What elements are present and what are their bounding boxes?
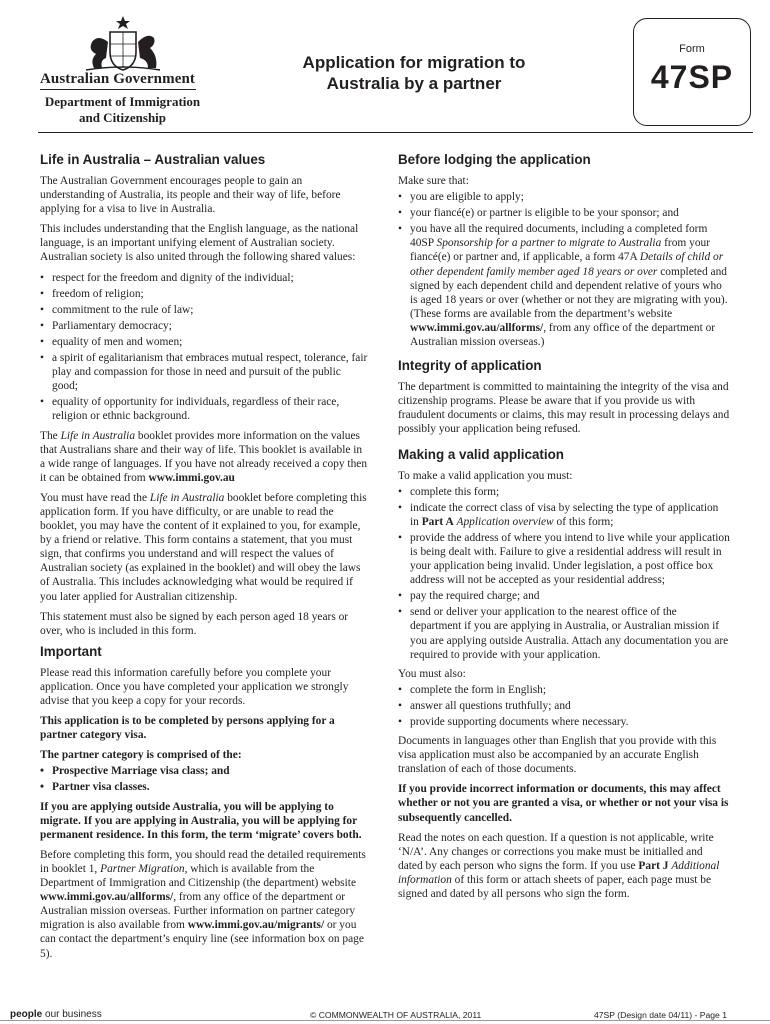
values-intro: The Australian Government encourages people to gain an understanding of Australia, its people and their way of life, before applying for a visa to live in Australia. xyxy=(40,175,341,216)
migrants-link[interactable]: www.immi.gov.au/migrants/ xyxy=(187,919,325,932)
title-line-2: Australia by a partner xyxy=(326,74,502,93)
right-column xyxy=(398,152,730,907)
list-item: • pay the required charge; and xyxy=(398,589,730,603)
booklet-title: Partner Migration xyxy=(100,862,185,875)
list-item: • equality of men and women; xyxy=(40,335,368,349)
application-overview-ref: Application overview xyxy=(456,515,554,528)
make-sure-intro: Make sure that: xyxy=(398,175,469,187)
slogan-rest: our business xyxy=(42,1009,102,1020)
title-line-1: Application for migration to xyxy=(302,53,526,72)
valid-application-heading: Making a valid application xyxy=(398,446,564,462)
values-list xyxy=(40,271,368,424)
allforms-link[interactable]: www.immi.gov.au/allforms/ xyxy=(410,321,544,334)
list-item: • a spirit of egalitarianism that embraces mutual respect, tolerance, fair play and compassion for those in need and pursuit of the public good; xyxy=(40,351,368,393)
text-run: Read the notes on each question. If a question is not applicable, write ‘N/A’. Any changes or corrections you make must be initialled and dated by each person who signs the form. If you use xyxy=(398,831,714,872)
page-title xyxy=(290,52,538,94)
header-divider xyxy=(40,89,196,90)
department-name xyxy=(40,94,205,126)
footer-slogan xyxy=(10,1009,102,1020)
text-run: of this form or attach sheets of paper, each page must be signed and dated by all persons who sign the form. xyxy=(398,873,712,901)
list-item: • complete this form; xyxy=(398,485,730,499)
values-language: This includes understanding that the English language, as the national language, is an important unifying element of Australian society. Australian society is also united through the following shared values: xyxy=(40,223,359,264)
left-column xyxy=(40,152,368,967)
list-item: • Prospective Marriage visa class; and xyxy=(40,764,368,778)
list-item: • freedom of religion; xyxy=(40,287,368,301)
footer-divider xyxy=(0,1020,770,1021)
text-run: from your fiancé(e) or partner and, if applicable, a form 47A xyxy=(410,237,710,264)
also-intro: You must also: xyxy=(398,667,466,680)
slogan-bold: people xyxy=(10,1009,43,1020)
category-intro: The partner category is comprised of the: xyxy=(40,749,242,762)
migrate-note: If you are applying outside Australia, you will be applying to migrate. If you are applying in Australia, you will be applying for permanent residence. In this form, the term ‘migrate’ covers both. xyxy=(40,800,362,841)
partner-category-note: This application is to be completed by persons applying for a partner category visa. xyxy=(40,715,335,742)
top-divider xyxy=(38,132,753,133)
text-run: booklet provides more information on the values that Australians share and their way of life. This booklet is available in a wide range of languages. If you have not already received a copy then it can be obtained from xyxy=(40,429,368,484)
translation-note: Documents in languages other than English that you provide with this visa application must also be accompanied by an accurate English translation of each of those documents. xyxy=(398,735,717,776)
government-name: Australian Government xyxy=(40,71,196,87)
list-item: • provide the address of where you intend to live while your application is being dealt with. Failure to give a residential address will result in your application being invalid. Under legislation, a post office box address will not be accepted as your residential address; xyxy=(398,531,730,587)
footer-copyright: © COMMONWEALTH OF AUSTRALIA, 2011 xyxy=(310,1010,482,1020)
integrity-heading: Integrity of application xyxy=(398,358,542,374)
text-run: , from any office of the department or Australian mission overseas.) xyxy=(410,321,716,349)
part-j-ref: Part J xyxy=(638,859,669,872)
incorrect-info-warning: If you provide incorrect information or documents, this may affect whether or not you are granted a visa, or whether or not your visa is subsequently cancelled. xyxy=(398,783,729,824)
text-run: You must have read the xyxy=(40,491,150,504)
important-text: Please read this information carefully before you complete your application. Once you have completed your application we strongly advise that you keep a copy for your records. xyxy=(40,666,349,707)
list-item: • complete the form in English; xyxy=(398,683,730,697)
list-item: • provide supporting documents where necessary. xyxy=(398,715,730,729)
text-run: you have all the required documents, including a completed form 40SP xyxy=(410,223,708,250)
values-heading: Life in Australia – Australian values xyxy=(40,152,266,167)
list-item: • your fiancé(e) or partner is eligible to be your sponsor; and xyxy=(398,206,730,220)
list-item: • equality of opportunity for individuals, regardless of their race, religion or ethnic background. xyxy=(40,395,368,423)
list-item: • send or deliver your application to the nearest office of the department if you are applying in Australia, or Australian mission if you are applying outside Australia. Attach any documentation you are required to provide with your application. xyxy=(398,605,730,661)
before-lodging-heading: Before lodging the application xyxy=(398,152,591,167)
booklet-title: Life in Australia xyxy=(149,491,225,504)
valid-intro: To make a valid application you must: xyxy=(398,469,573,482)
statement-note: This statement must also be signed by each person aged 18 years or over, who is included in this form. xyxy=(40,610,349,637)
department-line-1: Department of Immigration xyxy=(44,94,201,109)
text-run: or you can contact the department’s enquiry line (see information box on page 5). xyxy=(40,919,364,960)
valid-list xyxy=(398,485,730,662)
form-40sp-title: Sponsorship for a partner to migrate to Australia xyxy=(436,237,662,250)
form-number: 47SP xyxy=(650,59,734,95)
text-run: The xyxy=(40,429,61,442)
text-run: of this form; xyxy=(553,515,614,528)
booklet-requirement xyxy=(40,491,368,604)
list-item: • you are eligible to apply; xyxy=(398,190,730,204)
notes-instructions xyxy=(398,831,730,901)
coat-of-arms-icon xyxy=(78,14,168,74)
list-item xyxy=(398,501,730,529)
department-line-2: and Citizenship xyxy=(78,110,167,125)
text-run: booklet before completing this application form. If you have difficulty, or are unable to read the booklet, you may have the content of it explained to you, for example, by a friend or relative. This form contains a statement, that you must sign, that confirms you understand and will respect the values of Australian society (as explained in the booklet) and will obey the laws of Australia. This includes acknowledging what would be required if you later applied for Australian citizenship. xyxy=(40,491,367,603)
text-run: completed and signed by each dependent child and dependent relative of yours who is aged 18 years or over (whether or not they are migrating with you). (These forms are available from the department’s website xyxy=(410,265,728,320)
list-item: • Parliamentary democracy; xyxy=(40,319,368,333)
allforms-link[interactable]: www.immi.gov.au/allforms/ xyxy=(40,891,174,904)
before-list xyxy=(398,190,730,349)
immi-website-link[interactable]: www.immi.gov.au xyxy=(148,471,235,484)
text-run: , from any office of the department or Australian mission overseas. Further information on partner category migration is also available from xyxy=(40,891,356,932)
text-run: Before completing this form, you should read the detailed requirements in booklet 1, xyxy=(40,848,366,875)
booklet-reference xyxy=(40,848,368,961)
list-item: • answer all questions truthfully; and xyxy=(398,699,730,713)
list-item: • commitment to the rule of law; xyxy=(40,303,368,317)
list-item: • Partner visa classes. xyxy=(40,780,368,794)
booklet-title: Life in Australia xyxy=(60,429,136,442)
list-item: • respect for the freedom and dignity of the individual; xyxy=(40,271,368,285)
important-heading: Important xyxy=(40,643,102,659)
footer-page-ref: 47SP (Design date 04/11) - Page 1 xyxy=(594,1010,727,1020)
text-run: , which is available from the Department of Immigration and Citizenship (the department) website xyxy=(40,862,356,890)
form-label: Form xyxy=(679,43,705,55)
text-run: indicate the correct class of visa by selecting the type of application in xyxy=(410,501,719,528)
part-a-ref: Part A xyxy=(421,515,454,528)
additional-info-ref: Additional information xyxy=(398,859,720,886)
list-item xyxy=(398,222,730,349)
integrity-text: The department is committed to maintaining the integrity of the visa and citizenship programs. Please be aware that if you provide us with fraudulent documents or claims, this may result in processing delays and possibly your application being refused. xyxy=(398,381,730,436)
form-47a-title: Details of child or other dependent family member aged 18 years or over xyxy=(410,251,724,278)
also-list xyxy=(398,683,730,729)
category-list xyxy=(40,764,368,794)
booklet-info xyxy=(40,429,368,485)
